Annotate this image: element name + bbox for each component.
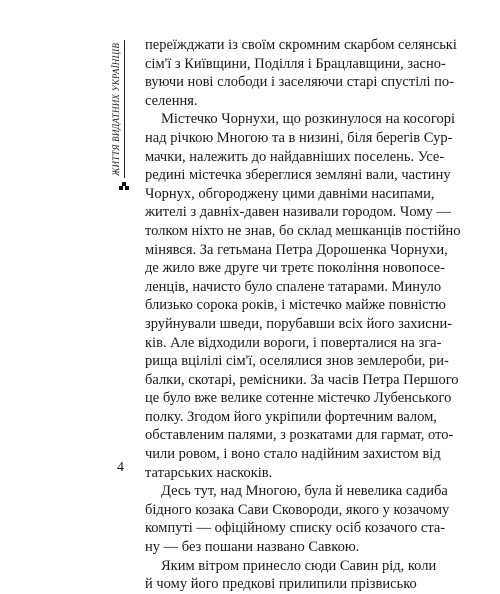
text-line: сім'ї з Київщини, Поділля і Брацлавщини, засно-	[145, 55, 446, 72]
text-line: над річкою Многою та в низині, біля берегів Сур-	[145, 129, 453, 146]
text-line: близько сорока років, і містечко майже повністю	[145, 297, 446, 314]
running-header	[108, 40, 126, 250]
running-title: ЖИТТЯ ВИДАТНИХ УКРАЇНЦІВ	[111, 42, 121, 176]
page-number: 4	[117, 460, 124, 475]
text-line: полку. Згодом його укріпили фортечним валом,	[145, 408, 437, 425]
paragraph	[145, 482, 450, 556]
text-line: це було вже велике сотенне містечко Лубенського	[145, 390, 452, 407]
text-line: Містечко Чорнухи, що розкинулося на косогорі	[161, 111, 456, 128]
text-line: жителі з давніх-давен називали городом. Чому —	[145, 204, 451, 221]
text-line: Яким вітром принесло сюди Савин рід, коли	[161, 557, 437, 574]
text-line: ленців, начисто було спалене татарами. Минуло	[145, 278, 442, 295]
paragraph	[145, 36, 457, 110]
text-line: переїжджати із своїм скромним скарбом селянські	[145, 37, 457, 53]
text-line: вуючи нові слободи і заселяючи старі спустілі по-	[145, 74, 454, 91]
text-line: й чому його предкові прилипили прізвисько	[145, 576, 417, 593]
text-line: мінявся. За гетьмана Петра Дорошенка Чорнухи,	[145, 241, 448, 258]
ornament-icon	[119, 182, 129, 192]
text-line: мачки, належить до найдавніших поселень. Усе-	[145, 148, 445, 165]
text-line: татарських наскоків.	[145, 464, 273, 481]
text-line: обставленим палями, з розкатами для гармат, ото-	[145, 427, 454, 444]
header-rule	[124, 40, 125, 178]
text-line: Чорнух, обгороджену цими давніми насипами,	[145, 185, 435, 202]
text-line: толком ніхто не знав, бо склад мешканців постійно	[145, 222, 461, 239]
text-line: зруйнували шведи, порубавши всіх його захисни-	[145, 315, 453, 332]
text-line: балки, скотарі, ремісники. За часів Петра Першого	[145, 371, 459, 388]
body-text	[145, 36, 461, 594]
paragraph	[145, 110, 461, 482]
text-line: редині містечка збереглися земляні вали, частину	[145, 167, 451, 184]
text-line: рища вцілілі сім'ї, оселялися знов землероби, ри-	[145, 353, 449, 370]
text-line: чили ровом, і воно стало надійним захистом від	[145, 446, 441, 463]
text-line: Десь тут, над Многою, була й невелика садиба	[161, 483, 448, 500]
text-line: селення.	[145, 92, 198, 109]
paragraph	[145, 557, 437, 594]
text-line: компуті — офіційному списку осіб козачого ста-	[145, 520, 446, 537]
text-line: ків. Але відходили вороги, і поверталися на зга-	[145, 334, 442, 351]
text-line: де жило вже друге чи третє покоління новопосе-	[145, 260, 445, 277]
text-line: бідного козака Сави Сковороди, якого у козачому	[145, 501, 450, 518]
text-line: ну — без пошани названо Савкою.	[145, 539, 360, 556]
